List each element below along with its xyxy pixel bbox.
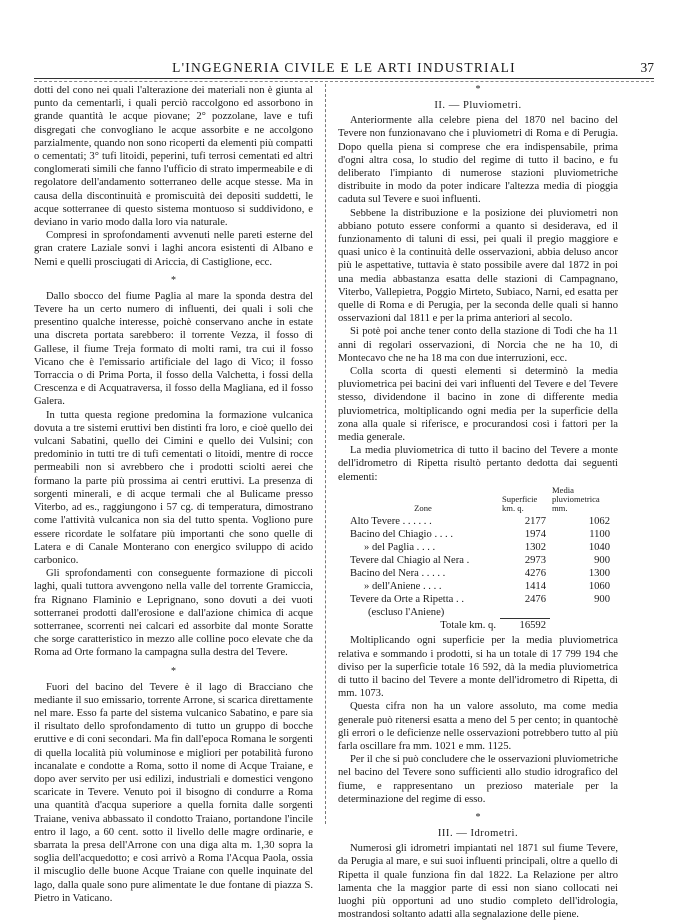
table-total-row [346,619,614,633]
paragraph: Colla scorta di questi elementi si determinò la media pluviometrica pei bacini dei vari influenti del Tevere e del Tevere stesso, dividendone il bacino in zone di differente media pluviometrica, moltiplicando ogni media per la superficie della zona alla quale si riferisce, e procurandosi così i fattori per la media generale. [338,366,618,444]
paragraph: Moltiplicando ogni superficie per la media pluviometrica relativa e sommando i prodotti, si ha un totale di 17 799 194 che diviso per la superficie totale 16 592, dà la media pluviometrica di tutto il bacino del Tevere a monte dell'idrometro di Ripetta, di mm. 1073. [338,635,618,700]
paragraph: La media pluviometrica di tutto il bacino del Tevere a monte dell'idrometro di Ripetta risultò pertanto dedotta dai seguenti elementi: [338,445,618,483]
column-divider [325,84,326,824]
rainfall-table [346,486,614,633]
page-number: 37 [640,60,654,75]
zone-name: » del Paglia . . . . [364,541,436,553]
zone-media: 900 [594,554,610,566]
zone-superficie [500,606,550,619]
header-rule [34,78,654,79]
table-header-zone: Zone [414,502,432,513]
paragraph: Per il che si può concludere che le osservazioni pluviometriche nel bacino del Tevere sono sufficienti allo studio idrografico del fiume, e rappresentano un prezioso materiale per la determinazione del regime di esso. [338,754,618,805]
zone-superficie: 4276 [524,567,546,579]
zone-media: 900 [594,593,610,605]
table-header-superficie: Superficie km. q. [502,493,538,513]
total-value: 16592 [500,619,550,633]
table-header-media: Media pluviometrica mm. [552,484,600,513]
table-row [346,606,614,619]
zone-superficie: 2476 [524,593,546,605]
paragraph: Si potè poi anche tener conto della stazione di Todi che ha 11 anni di regolari osservazioni, di Norcia che ne ha 10, di Montecavo che ne ha 18 ma con due interruzioni, ecc. [338,326,618,364]
paragraph: Numerosi gli idrometri impiantati nel 1871 sul fiume Tevere, da Perugia al mare, e sui suoi influenti principali, oltre a quello di Ripetta il quale funziona fin dal 1822. La Relazione per altro lamenta che la maggior parte di essi non siano collocati nei luoghi più opportuni ad uno studio completo dell'idrologia, mostrandosi soltanto adatti alla segnalazione delle piene. [338,843,618,921]
table-row [346,580,614,593]
paragraph: Anteriormente alla celebre piena del 1870 nel bacino del Tevere non funzionavano che i pluviometri di Roma e di Perugia. Dopo quella piena si comprese che era indispensabile, prima d'ogni altra cosa, lo studio del regime di tutto il bacino, e fu deliberato l'impianto di numerose stazioni pluviometriche distribuite in modo da poter indicare l'altezza media di pioggia caduta sul Tevere e suoi influenti. [338,115,618,206]
zone-superficie: 1974 [524,528,546,540]
section-separator: * [171,274,176,286]
left-column [34,84,313,905]
page-header [34,60,654,78]
section-title-pluviometri: II. — Pluviometri. [434,100,522,111]
total-label: Totale km. q. [440,620,496,632]
section-separator: * [171,665,176,677]
zone-media: 1062 [588,515,610,527]
zone-superficie: 2177 [524,515,546,527]
section-separator: * [475,812,481,824]
table-row [346,541,614,554]
zone-media: 1300 [588,567,610,579]
header-rule-dashed [34,81,654,82]
zone-superficie: 2973 [524,554,546,566]
table-row [346,528,614,541]
table-row [346,567,614,580]
table-row [346,593,614,606]
zone-media: 1040 [588,541,610,553]
zone-name: » dell'Aniene . . . . [364,580,442,592]
zone-media: 1060 [588,580,610,592]
zone-name: Bacino del Chiagio . . . . [350,528,453,540]
paragraph: Fuori del bacino del Tevere è il lago di Bracciano che mediante il suo emissario, torrente Arrone, si scarica direttamente nel mare. Esso fa parte del sistema vulcanico Sabatino, e pare sia il risultato dello sprofondamento di tutto un gruppo di bocche eruttive e di coni secondari. Ma fin dall'epoca Romana le sorgenti di quella località più voluminose e migliori per potabilità furono incanalate e condotte a Roma, sotto il nome di Acque Traiane, e dopo aver servito per usi edilizi, industriali e domestici vengono scaricate in Tevere. Venuto poi il bisogno di condurre a Roma una quantità d'acqua superiore a quella fornita dalle sorgenti Traiane, veniva abbassato il condotto Traiano, portandone l'incile entro il lago, a 60 cent. sotto il livello delle magre ordinarie, e sbarrata la presa dell'Arrone con una diga alta m. 1,30 sopra la soglia dell'acquedotto; e così arrivò a Roma l'Acqua Paola, ossia il miscuglio delle buone Acque Traiane con quelle inquinate del lago, dalla quale sono pure alimentate le due fontane di piazza S. Pietro in Vaticano. [34,681,313,904]
zone-media: 1100 [589,528,610,540]
paragraph: dotti del cono nei quali l'alterazione dei materiali non è giunta al punto da cementarli, i quali perciò raccolgono ed assorbono in grande quantità le acque piovane; 2° pozzolane, lave e tufi disgregati che convogliano le acque assorbite e ne accolgono parzialmente, quando non sono ricoperti da elementi più compatti o cementati; 3° tufi litoidi, peperini, tufi terrosi cementati ed altri conglomerati simili che fanno l'ufficio di strato impermeabile e di regolatore dell'andamento sotterraneo delle acque stesse. Ma in causa della discontinuità e promiscuità dei depositi suddetti, le acque sotterranee di questo sistema montuoso si suddividono, e deviano in vario modo dalla loro via naturale. [34,85,313,229]
zone-name: Tevere dal Chiagio al Nera . [350,554,470,566]
paragraph: Dallo sbocco del fiume Paglia al mare la sponda destra del Tevere ha un certo numero di influenti, dei quali i soli che presentino qualche interesse, poichè conservano anche in estate una discreta portata sarebbero: il torrente Vezza, il fosso di Gallese, il fiume Treja formato di molti rami, tra cui il fosso Vicano che è l'emissario artificiale del lago di Vico; il fosso Torraccia o di Prima Porta, il fosso della Valchetta, i fossi della Crescenza e di Acquatraversa, il fosso della Magliana, ed il fosso Galera. [34,290,313,408]
zone-name: Alto Tevere . . . . . . [350,515,432,527]
zone-name: Tevere da Orte a Ripetta . . [350,593,464,605]
table-row [346,515,614,528]
table-row [346,554,614,567]
zone-superficie: 1414 [524,580,546,592]
section-title-idrometri: III. — Idrometri. [437,828,519,840]
running-title: L'INGEGNERIA CIVILE E LE ARTI INDUSTRIALI [172,60,516,75]
paragraph: Questa cifra non ha un valore assoluto, ma come media generale può ritenersi esatta a meno del 5 per cento; in quantochè gli errori o le deficienze nelle osservazioni potrebbero tutto al più farla oscillare fra mm. 1021 e mm. 1125. [338,701,618,753]
zone-superficie: 1302 [524,541,546,553]
zone-media [550,606,614,619]
paragraph: Sebbene la distribuzione e la posizione dei pluviometri non abbiano potuto essere conformi a quanto si desiderava, ed il funzionamento di taluni di essi, pei quali il pregio maggiore e quasi unico è la continuità delle osservazioni, abbia deluso ancor più le aspettative, tuttavia è stato possibile avere dal 1872 in poi una media abbastanza esatta delle stazioni di Campagnano, Viterbo, Vallepietra, Poggio Mirteto, Subiaco, Narni, ed esatta per quelle di Roma e di Perugia, per la seconda delle quali si hanno osservazioni dal 1811 e per la prima anteriori al secolo. [338,207,618,325]
paragraph: Gli sprofondamenti con conseguente formazione di piccoli laghi, quali tuttora avvengono nella valle del torrente Gramiccia, fra Rignano Flaminio e Leprignano, sono dovuti a dei vuoti sotterranei prodotti dall'erosione e dall'azione chimica di acque sotterranee, scorrenti nei calcari ed assorbite dal monte Soratte che sorge caratteristico in mezzo alle colline poco elevate che da Roma ad Orte formano la campagna sulla destra del Tevere. [34,568,313,659]
section-separator: * [475,84,481,95]
right-column [338,84,618,921]
paragraph: Compresi in sprofondamenti avvenuti nelle pareti esterne del gran cratere Laziale sonvi i laghi ancora esistenti di Albano e Nemi e quelli prosciugati di Ariccia, di Castiglione, ecc. [34,230,313,268]
table-header-row [346,486,614,515]
paragraph: In tutta questa regione predomina la formazione vulcanica dovuta a tre sistemi eruttivi ben distinti fra loro, e cioè quello dei vulcani Sabatini, quello dei Cimini e quello dei Vulsini; con predominio in tutti tre di tufi cementati o litoidi, mentre di rocce permeabili non si avrebbero che i prodotti sciolti aerei che formano la parte più prossima ai centri eruttivi. La presenza di sorgenti minerali, e di acque termali che al Bulicame presso Viterbo, ad es., raggiungono i 57 cg. di temperatura, dimostrano come l'attività vulcanica non sia del tutto spenta. Vogliono pure essere ricordate le solfatare più importanti che sono quelle di Latera e di Canale Monterano con energico sviluppo di acido carbonico. [34,409,313,566]
zone-name: (escluso l'Aniene) [368,606,445,618]
zone-name: Bacino del Nera . . . . . [350,567,446,579]
